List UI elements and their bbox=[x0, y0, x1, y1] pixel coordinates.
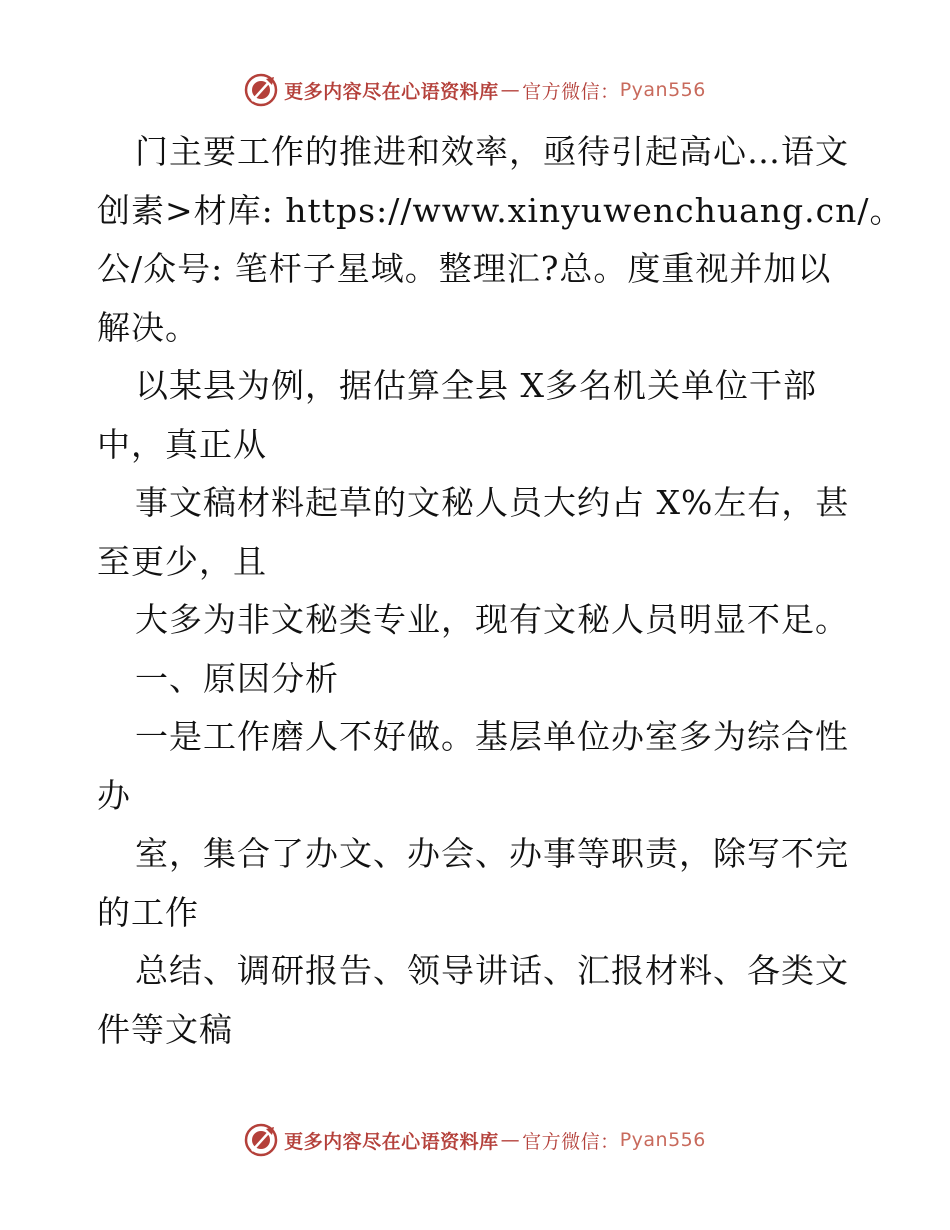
watermark-dash: — bbox=[500, 1129, 521, 1151]
body-line: 创素>材库: https://www.xinyuwenchuang.cn/。 bbox=[97, 190, 904, 230]
body-line: 一是工作磨人不好做。基层单位办室多为综合性 bbox=[135, 717, 849, 756]
body-line: 中，真正从 bbox=[97, 424, 267, 464]
body-line: 总结、调研报告、领导讲话、汇报材料、各类文 bbox=[135, 951, 849, 990]
body-line: 件等文稿 bbox=[97, 1009, 233, 1049]
body-line: 事文稿材料起草的文秘人员大约占 X%左右，甚 bbox=[135, 483, 850, 522]
watermark-site-name: 更多内容尽在心语资料库 bbox=[284, 80, 499, 103]
watermark-site-name: 更多内容尽在心语资料库 bbox=[284, 1130, 499, 1153]
body-line: 以某县为例，据估算全县 X多名机关单位干部 bbox=[135, 366, 817, 405]
brush-seal-logo-icon bbox=[244, 73, 278, 107]
footer-watermark bbox=[0, 1120, 950, 1160]
body-line: 公/众号: 笔杆子星域。整理汇?总。度重视并加以 bbox=[97, 249, 832, 288]
body-line: 办 bbox=[97, 775, 131, 815]
body-line: 室，集合了办文、办会、办事等职责，除写不完 bbox=[135, 834, 849, 873]
watermark-wechat-id: Pyan556 bbox=[619, 79, 706, 101]
document-body bbox=[97, 123, 904, 1059]
body-line: 解决。 bbox=[97, 307, 199, 347]
body-line: 门主要工作的推进和效率，亟待引起高心…语文 bbox=[135, 132, 849, 171]
body-line: 至更少，且 bbox=[97, 541, 267, 581]
body-line: 的工作 bbox=[97, 892, 199, 932]
watermark-wechat-id: Pyan556 bbox=[619, 1129, 706, 1151]
section-heading: 一、原因分析 bbox=[135, 658, 339, 698]
brush-seal-logo-icon bbox=[244, 1123, 278, 1157]
watermark-dash: — bbox=[500, 79, 521, 101]
watermark-official-label: 官方微信： bbox=[522, 1130, 620, 1153]
watermark-official-label: 官方微信： bbox=[522, 80, 620, 103]
body-line: 大多为非文秘类专业，现有文秘人员明显不足。 bbox=[135, 600, 849, 639]
header-watermark bbox=[0, 70, 950, 110]
